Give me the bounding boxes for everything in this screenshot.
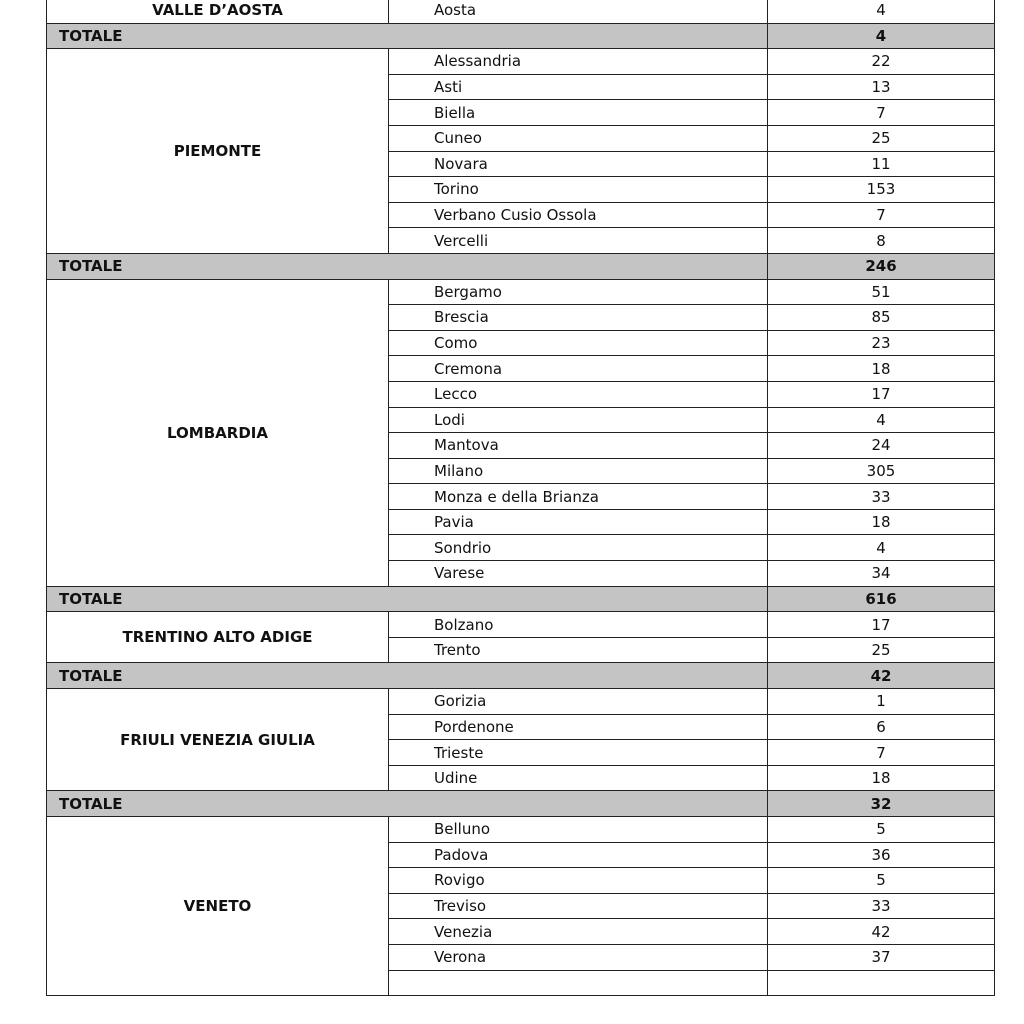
province-name: Pordenone [389, 714, 768, 740]
total-row [47, 663, 995, 689]
province-name: Vercelli [389, 228, 768, 254]
region-name-valle-d-aosta: VALLE D’AOSTA [47, 0, 389, 23]
province-count: 37 [768, 944, 995, 970]
province-count [768, 970, 995, 996]
region-name-lombardia: LOMBARDIA [47, 279, 389, 586]
region-name-veneto: VENETO [47, 817, 389, 996]
province-count: 11 [768, 151, 995, 177]
province-name: Aosta [389, 0, 768, 23]
region-name-piemonte: PIEMONTE [47, 49, 389, 254]
province-count: 4 [768, 0, 995, 23]
province-count: 23 [768, 330, 995, 356]
province-count: 8 [768, 228, 995, 254]
table-row [47, 689, 995, 715]
province-count: 305 [768, 458, 995, 484]
province-count: 24 [768, 433, 995, 459]
province-count: 18 [768, 356, 995, 382]
table-row [47, 49, 995, 75]
province-count: 7 [768, 740, 995, 766]
total-value: 246 [768, 253, 995, 279]
table-row [47, 279, 995, 305]
province-count: 25 [768, 637, 995, 663]
province-name: Pavia [389, 509, 768, 535]
total-row [47, 23, 995, 49]
province-name: Novara [389, 151, 768, 177]
province-count: 153 [768, 177, 995, 203]
province-count: 4 [768, 407, 995, 433]
province-name: Lecco [389, 381, 768, 407]
province-name: Cuneo [389, 125, 768, 151]
total-value: 4 [768, 23, 995, 49]
province-count: 5 [768, 868, 995, 894]
province-count: 25 [768, 125, 995, 151]
province-count: 7 [768, 100, 995, 126]
province-count: 33 [768, 893, 995, 919]
province-name: Trento [389, 637, 768, 663]
province-name: Bolzano [389, 612, 768, 638]
total-value: 32 [768, 791, 995, 817]
province-name: Udine [389, 765, 768, 791]
province-name: Bergamo [389, 279, 768, 305]
total-value: 42 [768, 663, 995, 689]
province-name: Asti [389, 74, 768, 100]
total-label: TOTALE [47, 663, 768, 689]
total-value: 616 [768, 586, 995, 612]
province-count: 6 [768, 714, 995, 740]
province-name: Cremona [389, 356, 768, 382]
province-name [389, 970, 768, 996]
province-name: Gorizia [389, 689, 768, 715]
province-name: Padova [389, 842, 768, 868]
province-count: 85 [768, 305, 995, 331]
province-name: Torino [389, 177, 768, 203]
province-count-table [46, 0, 995, 996]
province-count: 42 [768, 919, 995, 945]
province-count: 34 [768, 561, 995, 587]
province-name: Verona [389, 944, 768, 970]
province-name: Monza e della Brianza [389, 484, 768, 510]
province-name: Biella [389, 100, 768, 126]
table-row [47, 817, 995, 843]
province-name: Belluno [389, 817, 768, 843]
province-name: Alessandria [389, 49, 768, 75]
province-name: Trieste [389, 740, 768, 766]
total-label: TOTALE [47, 791, 768, 817]
province-name: Lodi [389, 407, 768, 433]
province-count: 1 [768, 689, 995, 715]
province-name: Verbano Cusio Ossola [389, 202, 768, 228]
province-count: 33 [768, 484, 995, 510]
province-count: 18 [768, 765, 995, 791]
table-body [47, 0, 995, 996]
province-count: 17 [768, 381, 995, 407]
province-name: Venezia [389, 919, 768, 945]
province-count: 13 [768, 74, 995, 100]
province-count: 5 [768, 817, 995, 843]
province-count: 18 [768, 509, 995, 535]
province-count: 7 [768, 202, 995, 228]
region-name-trentino-alto-adige: TRENTINO ALTO ADIGE [47, 612, 389, 663]
province-name: Treviso [389, 893, 768, 919]
total-label: TOTALE [47, 23, 768, 49]
province-count: 4 [768, 535, 995, 561]
province-name: Brescia [389, 305, 768, 331]
table-row [47, 0, 995, 23]
total-row [47, 791, 995, 817]
table-row [47, 612, 995, 638]
total-row [47, 586, 995, 612]
total-label: TOTALE [47, 586, 768, 612]
region-name-friuli-venezia-giulia: FRIULI VENEZIA GIULIA [47, 689, 389, 791]
province-name: Varese [389, 561, 768, 587]
province-count: 51 [768, 279, 995, 305]
province-name: Sondrio [389, 535, 768, 561]
total-label: TOTALE [47, 253, 768, 279]
province-count: 22 [768, 49, 995, 75]
province-name: Rovigo [389, 868, 768, 894]
province-name: Milano [389, 458, 768, 484]
province-count: 17 [768, 612, 995, 638]
province-count: 36 [768, 842, 995, 868]
total-row [47, 253, 995, 279]
province-name: Como [389, 330, 768, 356]
province-name: Mantova [389, 433, 768, 459]
